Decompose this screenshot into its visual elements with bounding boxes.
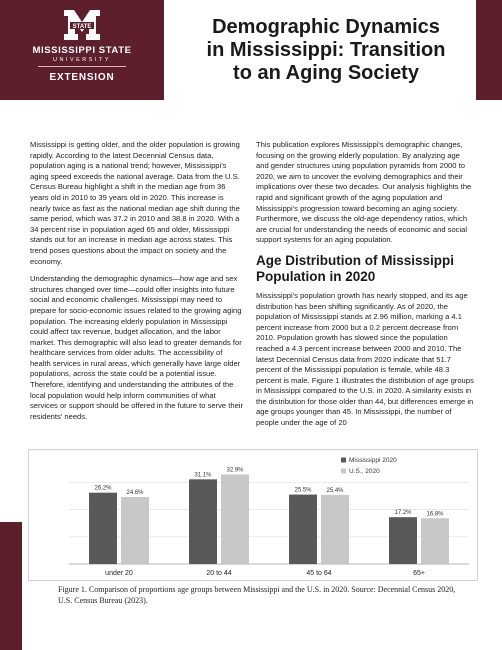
category-tick-label: 20 to 44 [206,570,232,577]
bar-data-label: 26.2% [94,485,112,492]
page-title [176,16,476,85]
chart-svg [29,450,477,580]
bar-data-label: 16.8% [426,511,444,518]
age-distribution-paragraph: Mississippi's population growth has nearly stopped, and its age distribution has been shifting significantly. As of 2020, the population of Mississippi stands at 2.96 million, marking a 4.1 percent increase from 2000 but a 0.2 percent decrease from 2010. Population growth has slowed since the population reached a 4.3 percent increase between 2000 and 2010. The latest Decennial Census data from 2020 indicate that 51.7 percent of the Mississippi population is female, while 48.3 percent is male. Figure 1 illustrates the distribution of age groups in Mississippi compared to the U.S. in 2020. A similarity exists in the distribution for those older than 44, but differences emerge in age groups younger than 45. In Mississippi, the number of people under the age of 20 [256,290,474,428]
title-line-3: to an Aging Society [233,62,419,84]
bar-us [121,497,149,564]
msu-logo-icon [62,8,102,42]
intro-paragraph: Mississippi is getting older, and the older population is growing rapidly. According to the latest Decennial Census data, population aging is a national trend; however, Mississippi's aging speed exceeds the national average. Data from the U.S. Census Bureau highlight a shift in the median age from 36 years old in 2010 to 39 years old in 2020. This increase is nearly twice as fast as the national median age shift during the same period, which was 37.2 in 2010 and 38.8 in 2020. With a 34 percent rise in population aged 65 and older, Mississippi stands out for an increase in median age across states. This trend poses questions about the impact on society and the economy. [30,140,240,266]
legend-swatch [341,458,346,463]
section-heading: Age Distribution of Mississippi Population in 2020 [256,252,455,284]
bar-mississippi [89,493,117,564]
title-line-2: in Mississippi: Transition [206,39,446,61]
legend-label: Mississippi 2020 [349,457,397,464]
bar-data-label: 17.2% [394,510,412,517]
bar-data-label: 31.1% [194,472,212,479]
bar-mississippi [189,479,217,564]
bar-mississippi [289,495,317,564]
bar-data-label: 25.4% [326,487,344,494]
age-group-chart [28,449,478,581]
figure-caption: Figure 1. Comparison of proportions age groups between Mississippi and the U.S. in 2020. Source: Decennial Census 2020, U.S. Census Bureau (2023). [58,585,456,605]
bar-mississippi [389,517,417,564]
brand-name: MISSISSIPPI STATE [32,45,132,56]
bar-data-label: 32.9% [226,467,244,474]
right-column [256,140,474,436]
left-column [30,140,245,429]
bar-us [321,495,349,564]
legend-swatch [341,469,346,474]
logo-state-text: STATE [72,23,92,30]
brand-unit: EXTENSION [49,72,115,83]
bar-us [221,474,249,564]
title-line-1: Demographic Dynamics [212,16,440,38]
bar-data-label: 25.5% [294,487,312,494]
corner-accent-bottom-left [0,522,22,650]
category-tick-label: 65+ [413,570,425,577]
publication-paragraph: This publication explores Mississippi's demographic changes, focusing on the growing elderly population. By analyzing age and gender structures using population pyramids from 2000 to 2020, we aim to uncover the evolving demographics and their implications over these two decades. Our analysis highlights the rapid and significant growth of the aging population and Mississippi's progression toward becoming an aging society. Furthermore, we discuss the old-age dependency ratios, which are crucial for understanding the needs of economic and social support systems for an aging population. [256,140,472,245]
category-tick-label: 45 to 64 [306,570,332,577]
legend-label: U.S., 2020 [349,468,380,475]
brand-block [0,0,164,100]
bar-data-label: 24.6% [126,490,144,497]
corner-accent-top-right [476,0,502,100]
brand-university: UNIVERSITY [52,57,111,63]
brand-divider [38,66,126,67]
dynamics-paragraph: Understanding the demographic dynamics—how age and sex structures changed over time—could offer insights into future social and economic challenges. Mississippi may need to prepare for socio-economic issues related to the growing aging population. The increasing elderly population in Mississippi could affect tax revenue, budget allocation, and the labor market. This demographic will also lead to greater demands for healthcare services from older adults. The accessibility of health services in rural areas, which generally have large older populations, across the state could be a potential issue. Therefore, identifying and understanding the attributes of the local population would help inform communities of what services or support should be offered in the future to serve their residents' needs. [30,274,244,421]
category-tick-label: under 20 [105,570,133,577]
bar-us [421,518,449,564]
